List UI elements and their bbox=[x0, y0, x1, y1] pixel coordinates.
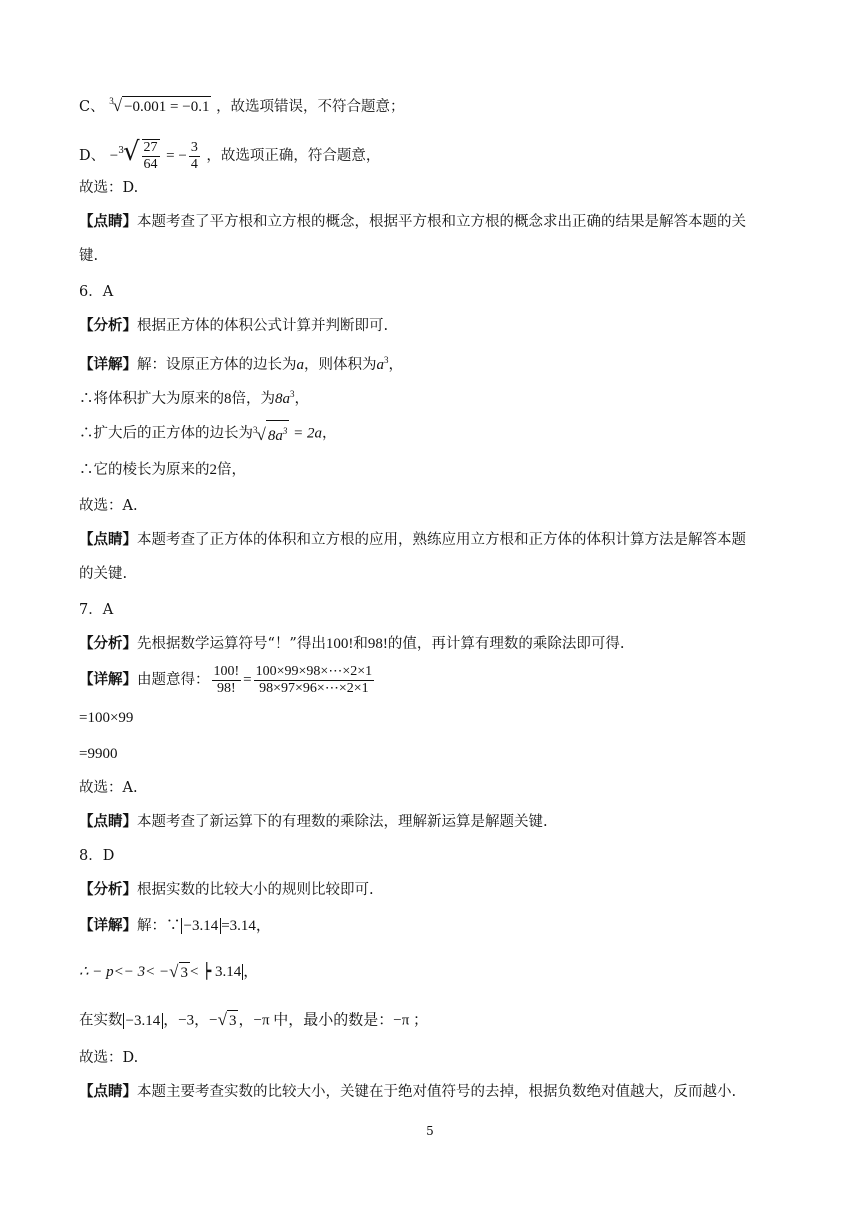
absolute-value: −3.14 bbox=[181, 918, 222, 934]
note-5-line-2: 键. bbox=[79, 248, 99, 264]
detail-text: ，则体积为 bbox=[304, 356, 377, 373]
fraction-denominator: 98×97×96×⋯×2×1 bbox=[259, 680, 369, 696]
exponent: 3 bbox=[384, 355, 389, 365]
note-6-line-1 bbox=[79, 530, 746, 550]
step-math: ，−3，− bbox=[163, 1012, 218, 1029]
detail-7: 【详解】由题意得： $\frac{100!}{98!}$ = $\frac{100\times 99\times 98\times\cdots\times 2\times 1}{98\times 97\times 96\times\cdots\times 2\times 1}$ bbox=[79, 663, 373, 696]
option-d-line: D、 −$^3$√ $\frac{27}{64}$ = − $\frac{3}{4}$ ，故选项正确，符合题意， bbox=[79, 137, 381, 172]
analysis-text: 和 bbox=[353, 636, 368, 652]
option-c-label: C、 bbox=[79, 99, 105, 115]
factorial-fraction bbox=[212, 664, 242, 697]
option-c-text: ，故选项错误，不符合题意； bbox=[216, 99, 405, 115]
number-2: 2 bbox=[209, 462, 217, 478]
answer-8: 故选：D. bbox=[79, 1050, 139, 1066]
answer-5: 故选：D. bbox=[79, 180, 139, 196]
note-text: 本题考查了正方体的体积和立方根的应用，熟练应用立方根和正方体的体积计算方法是解答本题 bbox=[137, 532, 746, 548]
variable-a: a bbox=[376, 356, 384, 373]
step-text: ∴将体积扩大为原来的 bbox=[79, 390, 224, 407]
detail-tag: 【详解】 bbox=[79, 917, 137, 934]
analysis-text: 根据正方体的体积公式计算并判断即可. bbox=[137, 318, 389, 334]
detail-text: 由题意得： bbox=[137, 672, 210, 688]
cube-root-expression: $^3$√ −0.001 = −0.1 bbox=[109, 96, 210, 115]
sqrt-3: 3 bbox=[227, 1010, 239, 1031]
answer-7: 故选：A. bbox=[79, 780, 138, 796]
result-2a: = 2a bbox=[289, 425, 322, 442]
question-8-answer: 8．D bbox=[79, 848, 115, 864]
inequality-text: ∴ − p<− 3< − bbox=[79, 964, 170, 980]
expanded-fraction bbox=[254, 664, 374, 697]
expression-8a: 8a bbox=[275, 390, 290, 407]
cube-root-8a3: $^3$√ $8a^3$ bbox=[253, 420, 289, 447]
analysis-tag: 【分析】 bbox=[79, 881, 137, 898]
step-6-2: ∴扩大后的正方体的边长为$^3$√ $8a^3 = 2a$， bbox=[79, 420, 336, 447]
inequality-text: < ┝ 3.14 bbox=[190, 964, 242, 980]
step-text: 在实数 bbox=[79, 1012, 123, 1029]
analysis-text: 根据实数的比较大小的规则比较即可. bbox=[137, 882, 374, 898]
analysis-tag: 【分析】 bbox=[79, 635, 137, 652]
detail-8 bbox=[79, 916, 271, 936]
note-text: 本题考查了平方根和立方根的概念，根据平方根和立方根的概念求出正确的结果是解答本题的关 bbox=[137, 214, 746, 230]
detail-math: =3.14， bbox=[221, 918, 271, 934]
option-c-line bbox=[79, 96, 405, 118]
note-tag: 【点睛】 bbox=[79, 213, 137, 230]
note-tag: 【点睛】 bbox=[79, 531, 137, 548]
note-text: 本题考查了新运算下的有理数的乘除法，理解新运算是解题关键. bbox=[137, 814, 548, 830]
analysis-8 bbox=[79, 880, 374, 900]
fraction-denominator: 64 bbox=[143, 157, 158, 172]
step-8-2: 在实数 −3.14 ，−3，−√ 3 ，−π 中，最小的数是：−π ； bbox=[79, 1010, 429, 1029]
step-6-1: ∴将体积扩大为原来的8倍，为$8a^3$， bbox=[79, 389, 309, 407]
detail-tag: 【详解】 bbox=[79, 671, 137, 688]
factorial-98: 98! bbox=[367, 636, 388, 652]
note-7 bbox=[79, 812, 548, 832]
note-6-line-2: 的关键. bbox=[79, 566, 128, 582]
option-d-text: ，故选项正确，符合题意， bbox=[206, 148, 381, 164]
step-text: 倍， bbox=[217, 462, 246, 478]
step-7-1: =100×99 bbox=[79, 710, 134, 726]
variable-a: a bbox=[296, 356, 304, 373]
analysis-text: 先根据数学运算符号“！”得出 bbox=[137, 636, 326, 652]
factorial-100: 100! bbox=[325, 636, 354, 652]
fraction-numerator: 100! bbox=[213, 663, 240, 679]
step-8-1: ∴ − p<− 3< −√ 3 < ┝ 3.14 ， bbox=[79, 962, 259, 982]
absolute-value: −3.14 bbox=[123, 1013, 164, 1029]
question-7-answer: 7．A bbox=[79, 602, 114, 618]
analysis-6 bbox=[79, 316, 388, 336]
fraction-27-64 bbox=[142, 139, 160, 173]
fraction-numerator: 100×99×98×⋯×2×1 bbox=[255, 663, 373, 679]
detail-tag: 【详解】 bbox=[79, 355, 137, 373]
question-6-answer: 6．A bbox=[79, 284, 114, 300]
note-text: 本题主要考查实数的比较大小，关键在于绝对值符号的去掉，根据负数绝对值越大，反而越小. bbox=[137, 1084, 737, 1100]
detail-6: 【详解】解：设原正方体的边长为a，则体积为$a^3$， bbox=[79, 355, 403, 373]
step-text: ，−π 中，最小的数是：−π ； bbox=[238, 1012, 429, 1029]
note-5-line-1 bbox=[79, 212, 746, 232]
step-7-2: =9900 bbox=[79, 746, 118, 762]
note-tag: 【点睛】 bbox=[79, 813, 137, 830]
answer-6: 故选：A. bbox=[79, 498, 138, 514]
cube-root-value: −0.001 = −0.1 bbox=[122, 96, 211, 117]
analysis-tag: 【分析】 bbox=[79, 317, 137, 334]
step-text: ∴它的棱长为原来的 bbox=[79, 462, 210, 478]
fraction-3-4 bbox=[189, 140, 200, 173]
note-tag: 【点睛】 bbox=[79, 1083, 137, 1100]
fraction-denominator: 98! bbox=[217, 680, 236, 696]
option-d-label: D、 bbox=[79, 148, 106, 164]
detail-text: 解：∵ bbox=[137, 918, 181, 934]
radicand: 8a bbox=[267, 428, 283, 444]
page-number: 5 bbox=[426, 1124, 434, 1138]
detail-text: 解：设原正方体的边长为 bbox=[137, 356, 297, 373]
step-text: 倍，为 bbox=[231, 390, 275, 407]
step-text: ∴扩大后的正方体的边长为 bbox=[79, 425, 253, 442]
sqrt-3: 3 bbox=[179, 962, 191, 983]
step-6-3 bbox=[79, 460, 246, 480]
fraction-numerator: 3 bbox=[190, 139, 198, 155]
analysis-7 bbox=[79, 634, 624, 654]
number-8: 8 bbox=[224, 390, 232, 407]
fraction-numerator: 27 bbox=[143, 140, 158, 155]
fraction-denominator: 4 bbox=[190, 156, 198, 172]
note-8 bbox=[79, 1082, 736, 1102]
analysis-text: 的值，再计算有理数的乘除法即可得. bbox=[387, 636, 625, 652]
inequality-text: ， bbox=[243, 964, 259, 980]
